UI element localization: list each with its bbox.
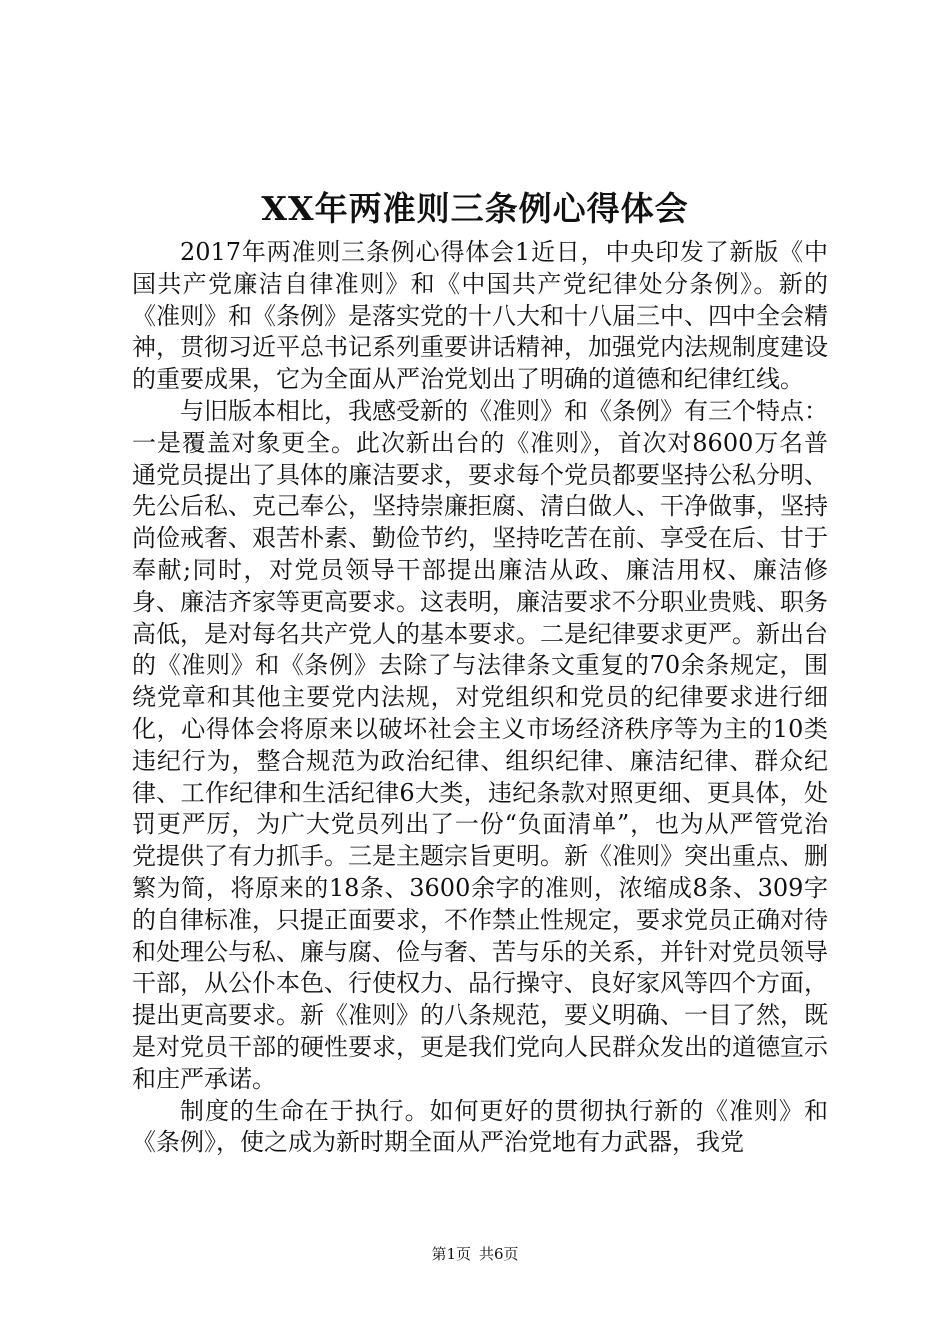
document-body (132, 237, 828, 1159)
paragraph-2: 与旧版本相比，我感受新的《准则》和《条例》有三个特点：一是覆盖对象更全。此次新出台的《准则》，首次对8600万名普通党员提出了具体的廉洁要求，要求每个党员都要坚持公私分明、先公后私、克己奉公，坚持崇廉拒腐、清白做人、干净做事，坚持尚俭戒奢、艰苦朴素、勤俭节约，坚持吃苦在前、享受在后、甘于奉献;同时，对党员领导干部提出廉洁从政、廉洁用权、廉洁修身、廉洁齐家等更高要求。这表明，廉洁要求不分职业贵贱、职务高低，是对每名共产党人的基本要求。二是纪律要求更严。新出台的《准则》和《条例》去除了与法律条文重复的70余条规定，围绕党章和其他主要党内法规，对党组织和党员的纪律要求进行细化，心得体会将原来以破坏社会主义市场经济秩序等为主的10类违纪行为，整合规范为政治纪律、组织纪律、廉洁纪律、群众纪律、工作纪律和生活纪律6大类，违纪条款对照更细、更具体，处罚更严厉，为广大党员列出了一份“负面清单”，也为从严管党治党提供了有力抓手。三是主题宗旨更明。新《准则》突出重点、删繁为简，将原来的18条、3600余字的准则，浓缩成8条、309字的自律标准，只提正面要求，不作禁止性规定，要求党员正确对待和处理公与私、廉与腐、俭与奢、苦与乐的关系，并针对党员领导干部，从公仆本色、行使权力、品行操守、良好家风等四个方面，提出更高要求。新《准则》的八条规范，要义明确、一目了然，既是对党员干部的硬性要求，更是我们党向人民群众发出的道德宣示和庄严承诺。 (132, 396, 828, 1093)
page-footer (0, 1244, 950, 1264)
paragraph-3: 制度的生命在于执行。如何更好的贯彻执行新的《准则》和《条例》，使之成为新时期全面从严治党地有力武器，我党 (132, 1096, 828, 1157)
document-title: XX年两准则三条例心得体会 (261, 189, 689, 228)
page-number: 第1页 (431, 1245, 471, 1263)
page-total: 共6页 (479, 1245, 519, 1263)
paragraph-1: 2017年两准则三条例心得体会1近日，中央印发了新版《中国共产党廉洁自律准则》和《中国共产党纪律处分条例》。新的《准则》和《条例》是落实党的十八大和十八届三中、四中全会精神，贯彻习近平总书记系列重要讲话精神，加强党内法规制度建设的重要成果，它为全面从严治党划出了明确的道德和纪律红线。 (132, 238, 828, 394)
